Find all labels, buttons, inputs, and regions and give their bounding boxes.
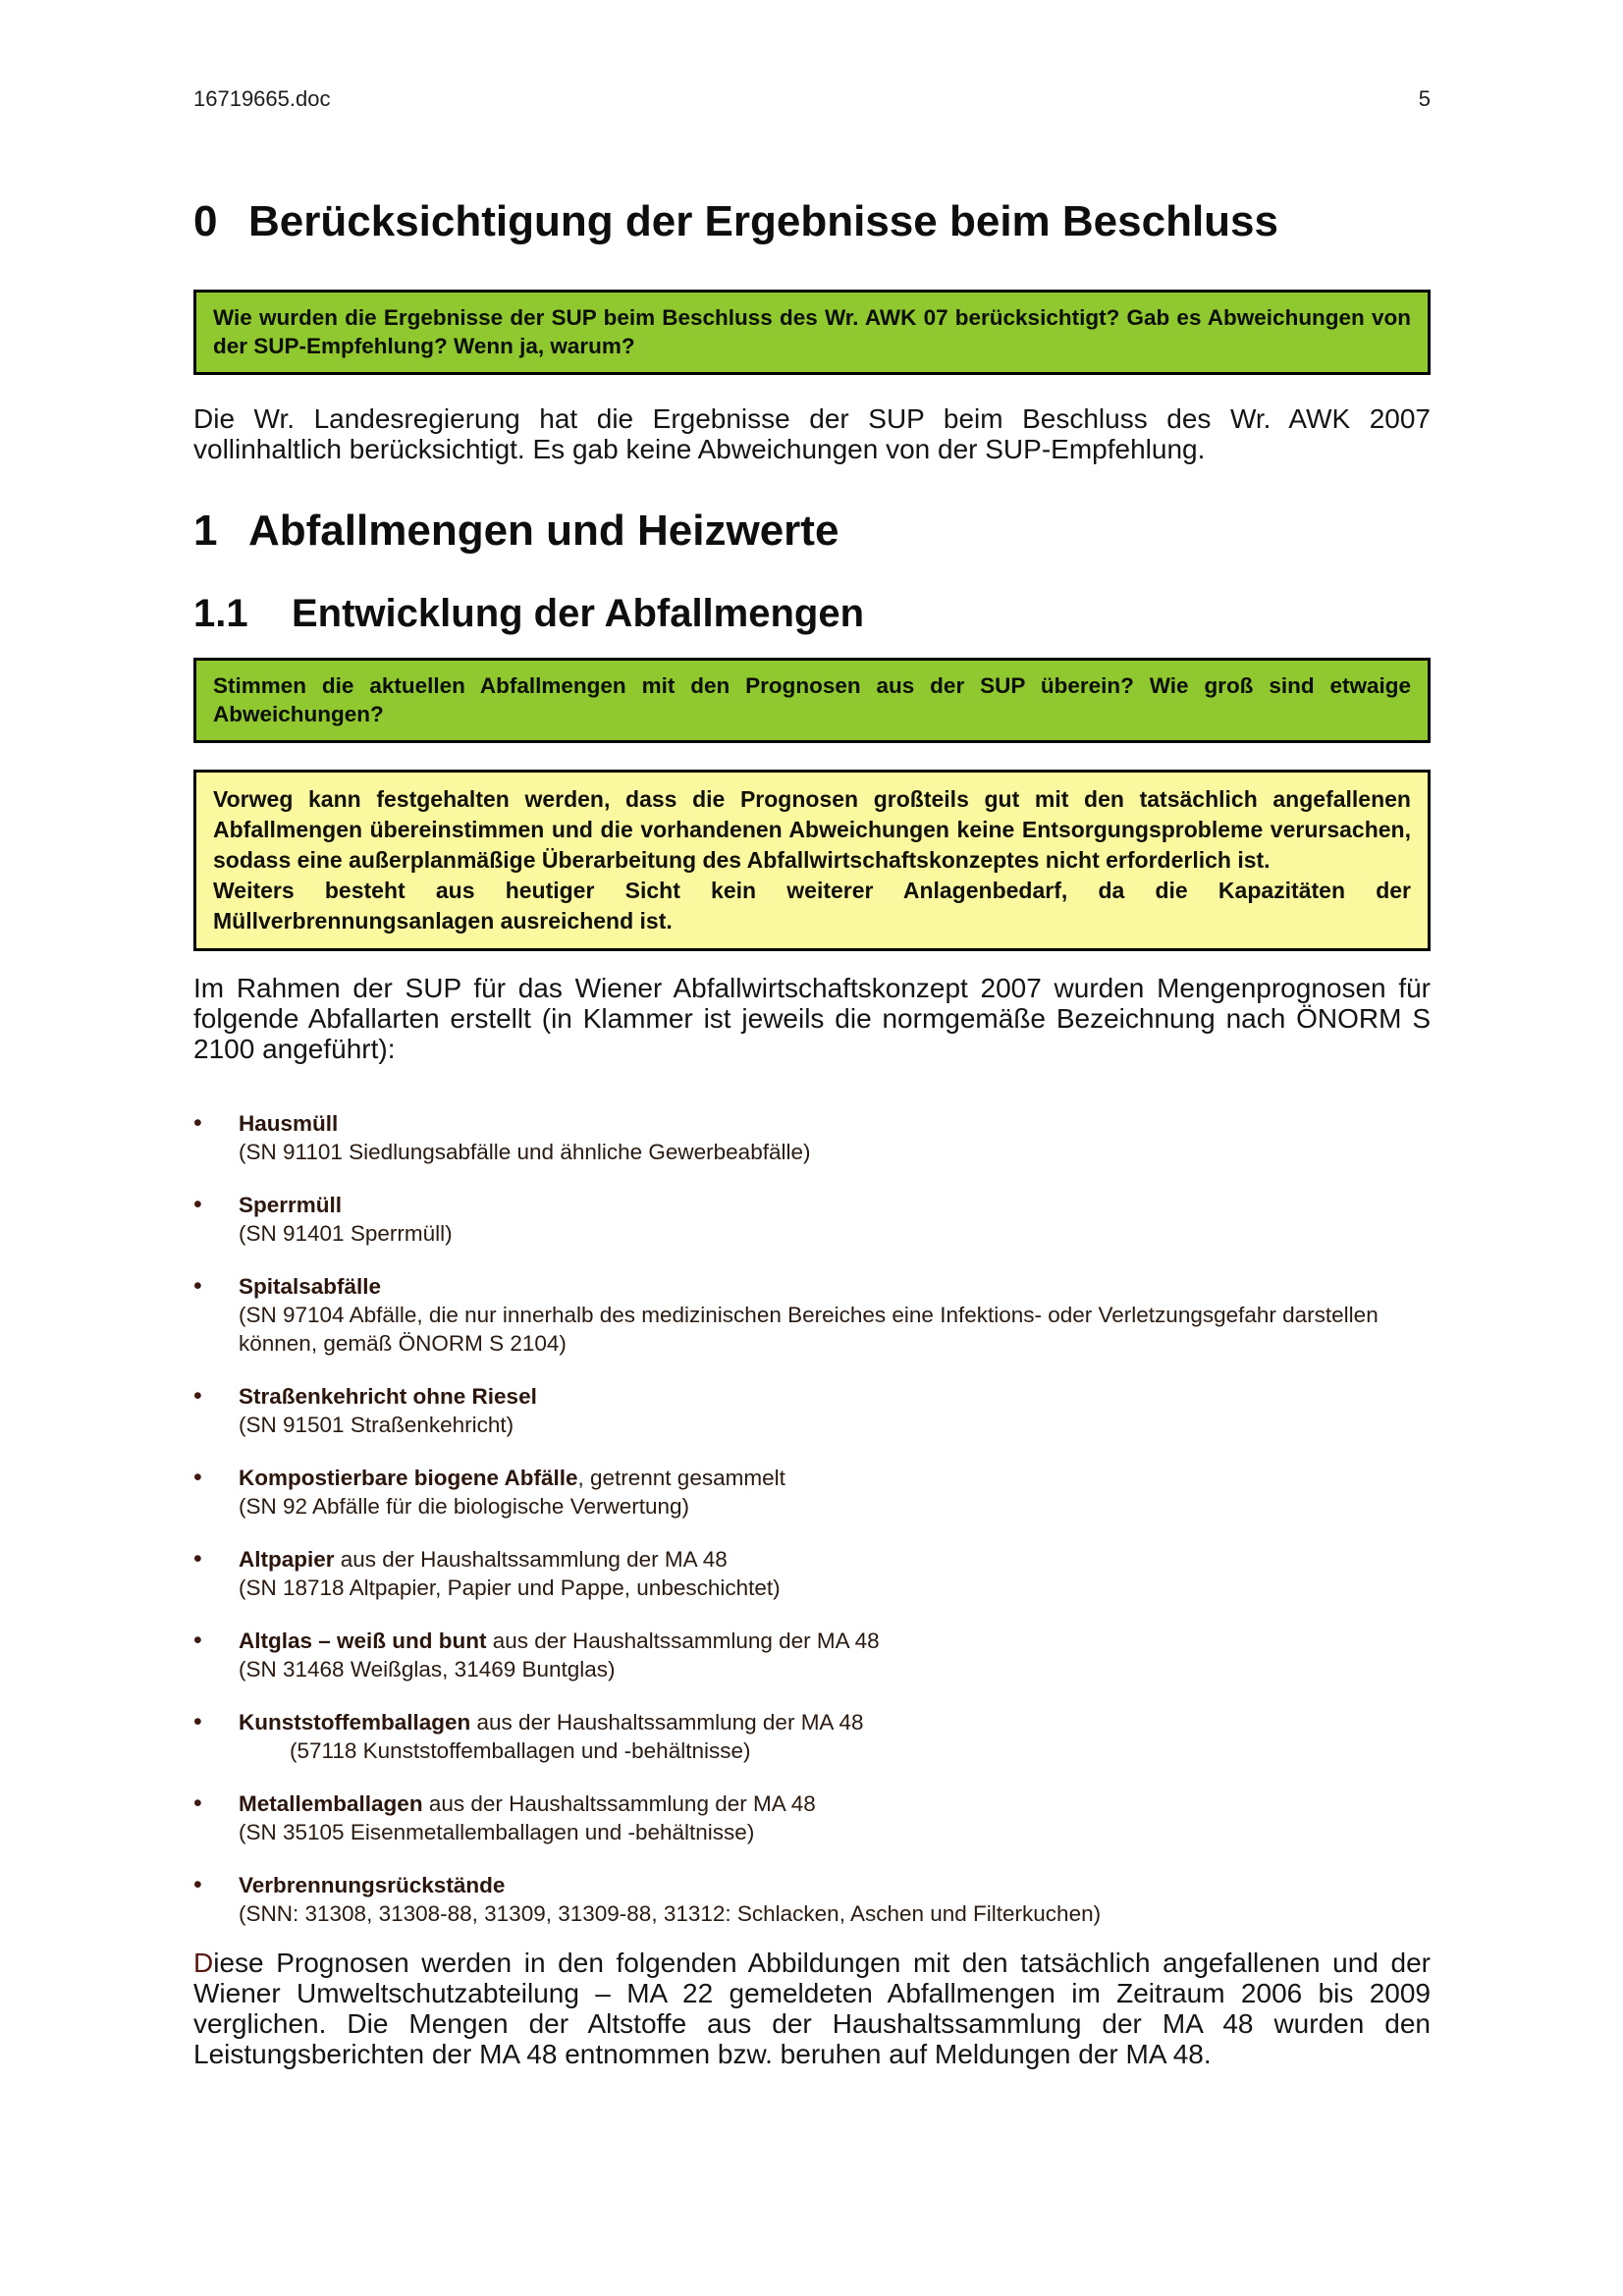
list-item-sperrmuell bbox=[193, 1191, 1431, 1248]
list-item-code: (SNN: 31308, 31308-88, 31309, 31309-88, 31312: Schlacken, Aschen und Filterkuchen) bbox=[239, 1901, 1102, 1926]
question-box-1 bbox=[193, 290, 1431, 375]
list-item-code: (SN 91501 Straßenkehricht) bbox=[239, 1413, 514, 1437]
list-item-title: Metallemballagen aus der Haushaltssammlung der MA 48 bbox=[239, 1791, 816, 1816]
bullet-icon: • bbox=[193, 1871, 202, 1898]
heading-1-1-text: Entwicklung der Abfallmengen bbox=[292, 592, 865, 635]
list-item-hausmuell bbox=[193, 1109, 1431, 1166]
list-item-title: Sperrmüll bbox=[239, 1193, 343, 1217]
heading-0-text: Berücksichtigung der Ergebnisse beim Beschluss bbox=[248, 197, 1278, 245]
list-item-altpapier bbox=[193, 1545, 1431, 1602]
heading-1-1-number: 1.1 bbox=[193, 592, 248, 635]
heading-1-text: Abfallmengen und Heizwerte bbox=[248, 507, 839, 555]
list-item-spitalsabfaelle bbox=[193, 1272, 1431, 1358]
list-item-biogene-abfaelle bbox=[193, 1464, 1431, 1521]
question-box-2 bbox=[193, 658, 1431, 743]
bullet-icon: • bbox=[193, 1708, 202, 1735]
bullet-icon: • bbox=[193, 1789, 202, 1817]
question-box-1-text: Wie wurden die Ergebnisse der SUP beim Beschluss des Wr. AWK 07 berücksichtigt? Gab es Abweichungen von der SUP-Empfehlung? Wenn ja, warum? bbox=[213, 305, 1411, 358]
list-item-code: (SN 97104 Abfälle, die nur innerhalb des medizinischen Bereiches eine Infektions- oder Verletzungsgefahr darstellen können, gemäß ÖNORM S 2104) bbox=[239, 1303, 1379, 1356]
list-item-title: Straßenkehricht ohne Riesel bbox=[239, 1384, 537, 1409]
bullet-icon: • bbox=[193, 1464, 202, 1491]
page-header bbox=[193, 86, 1431, 112]
list-item-title: Kompostierbare biogene Abfälle, getrennt gesammelt bbox=[239, 1466, 785, 1490]
bullet-icon: • bbox=[193, 1545, 202, 1573]
list-item-title: Spitalsabfälle bbox=[239, 1274, 382, 1299]
answer-box-paragraph-1: Vorweg kann festgehalten werden, dass die Prognosen großteils gut mit den tatsächlich angefallenen Abfallmengen übereinstimmen und die vorhandenen Abweichungen keine Entsorgungsprobleme verursachen, sodass eine außerplanmäßige Überarbeitung des Abfallwirtschaftskonzeptes nicht erforderlich ist. bbox=[213, 786, 1411, 873]
heading-0-number: 0 bbox=[193, 197, 218, 245]
list-item-kunststoffemballagen bbox=[193, 1708, 1431, 1765]
heading-1-1 bbox=[193, 592, 1431, 635]
list-item-altglas bbox=[193, 1627, 1431, 1683]
list-item-title: Verbrennungsrückstände bbox=[239, 1873, 506, 1897]
list-item-title: Altglas – weiß und bunt aus der Haushaltssammlung der MA 48 bbox=[239, 1629, 880, 1653]
list-item-code: (57118 Kunststoffemballagen und -behältnisse) bbox=[290, 1738, 751, 1763]
list-item-code: (SN 92 Abfälle für die biologische Verwertung) bbox=[239, 1494, 690, 1519]
answer-box-paragraph-2: Weiters besteht aus heutiger Sicht kein weiterer Anlagenbedarf, da die Kapazitäten der Müllverbrennungsanlagen ausreichend ist. bbox=[213, 878, 1411, 934]
list-item-title: Kunststoffemballagen aus der Haushaltssammlung der MA 48 bbox=[239, 1710, 864, 1735]
list-item-title: Hausmüll bbox=[239, 1111, 339, 1136]
list-item-strassenkehricht bbox=[193, 1382, 1431, 1439]
list-item-code: (SN 91101 Siedlungsabfälle und ähnliche Gewerbeabfälle) bbox=[239, 1140, 811, 1164]
bullet-icon: • bbox=[193, 1109, 202, 1137]
list-item-code: (SN 35105 Eisenmetallemballagen und -behältnisse) bbox=[239, 1820, 755, 1844]
heading-1-number: 1 bbox=[193, 507, 218, 555]
bullet-icon: • bbox=[193, 1382, 202, 1410]
list-item-verbrennungsrueckstaende bbox=[193, 1871, 1431, 1928]
bullet-icon: • bbox=[193, 1272, 202, 1300]
list-item-code: (SN 91401 Sperrmüll) bbox=[239, 1221, 453, 1246]
list-item-title: Altpapier aus der Haushaltssammlung der MA 48 bbox=[239, 1547, 728, 1572]
bullet-icon: • bbox=[193, 1627, 202, 1654]
answer-box bbox=[193, 770, 1431, 951]
header-filename: 16719665.doc bbox=[193, 86, 331, 111]
bullet-icon: • bbox=[193, 1191, 202, 1218]
header-page-number: 5 bbox=[1418, 86, 1431, 111]
list-item-code: (SN 18718 Altpapier, Papier und Pappe, unbeschichtet) bbox=[239, 1575, 781, 1600]
question-box-2-text: Stimmen die aktuellen Abfallmengen mit den Prognosen aus der SUP überein? Wie groß sind etwaige Abweichungen? bbox=[213, 673, 1411, 726]
heading-0 bbox=[193, 198, 1431, 245]
paragraph-closing: Diese Prognosen werden in den folgenden Abbildungen mit den tatsächlich angefallenen und der Wiener Umweltschutzabteilung – MA 22 gemeldeten Abfallmengen im Zeitraum 2006 bis 2009 verglichen. Die Mengen der Altstoffe aus der Haushaltssammlung der MA 48 wurden den Leistungsberichten der MA 48 entnommen bzw. beruhen auf Meldungen der MA 48. bbox=[193, 1948, 1431, 2069]
paragraph-answer: Die Wr. Landesregierung hat die Ergebnisse der SUP beim Beschluss des Wr. AWK 2007 vollinhaltlich berücksichtigt. Es gab keine Abweichungen von der SUP-Empfehlung. bbox=[193, 403, 1431, 464]
heading-1 bbox=[193, 507, 1431, 555]
list-item-code: (SN 31468 Weißglas, 31469 Buntglas) bbox=[239, 1657, 616, 1682]
waste-type-list bbox=[193, 1109, 1431, 1928]
paragraph-intro: Im Rahmen der SUP für das Wiener Abfallwirtschaftskonzept 2007 wurden Mengenprognosen für folgende Abfallarten erstellt (in Klammer ist jeweils die normgemäße Bezeichnung nach ÖNORM S 2100 angeführt): bbox=[193, 973, 1431, 1064]
list-item-metallemballagen bbox=[193, 1789, 1431, 1846]
